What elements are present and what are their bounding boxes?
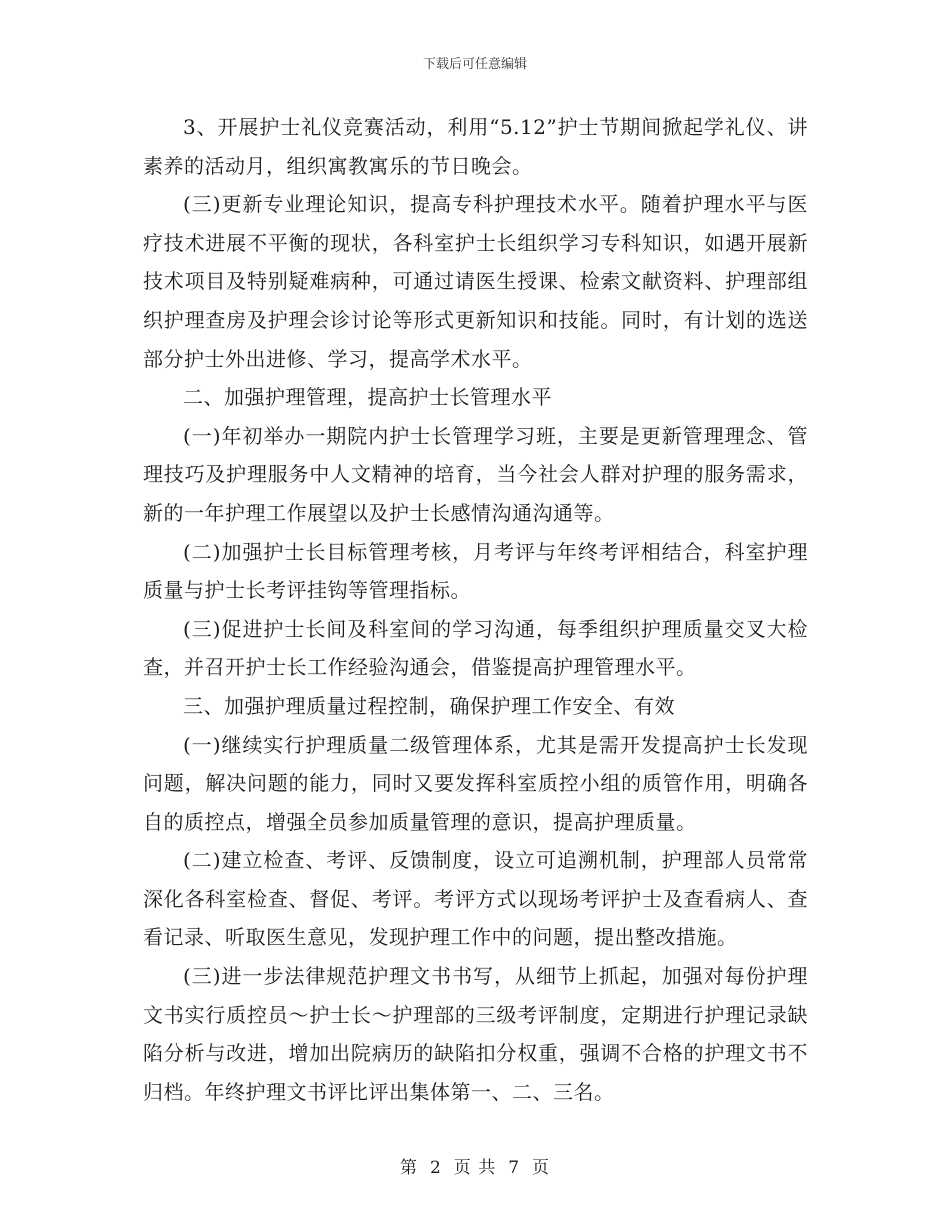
paragraph-training-class: (一)年初举办一期院内护士长管理学习班，主要是更新管理理念、管理技巧及护理服务中人文精神的培育，当今社会人群对护理的服务需求，新的一年护理工作展望以及护士长感情沟通沟通等。 — [143, 423, 808, 525]
page-suffix: 页 — [532, 1158, 551, 1178]
paragraph-two-level-system: (一)继续实行护理质量二级管理体系，尤其是需开发提高护士长发现问题，解决问题的能力，同时又要发挥科室质控小组的质管作用，明确各自的质控点，增强全员参加质量管理的意识，提高护理质量。 — [143, 732, 808, 834]
page-prefix: 第 — [399, 1158, 418, 1178]
paragraph-nursing-documents: (三)进一步法律规范护理文书书写，从细节上抓起，加强对每份护理文书实行质控员～护士长～护理部的三级考评制度，定期进行护理记录缺陷分析与改进，增加出院病历的缺陷扣分权重，强调不合格的护理文书不归档。年终护理文书评比评出集体第一、二、三名。 — [143, 964, 808, 1104]
page-footer — [0, 1153, 950, 1178]
paragraph-update-knowledge: (三)更新专业理论知识，提高专科护理技术水平。随着护理水平与医疗技术进展不平衡的现状，各科室护士长组织学习专科知识，如遇开展新技术项目及特别疑难病种，可通过请医生授课、检索文献资料、护理部组织护理查房及护理会诊讨论等形式更新知识和技能。同时，有计划的选送部分护士外出进修、学习，提高学术水平。 — [143, 192, 808, 371]
section-heading-management: 二、加强护理管理，提高护士长管理水平 — [183, 385, 552, 410]
paragraph-communication: (三)促进护士长间及科室间的学习沟通，每季组织护理质量交叉大检查，并召开护士长工作经验沟通会，借鉴提高护理管理水平。 — [143, 616, 808, 680]
current-page-number: 2 — [429, 1158, 442, 1178]
paragraph-inspection-system: (二)建立检查、考评、反馈制度，设立可追溯机制，护理部人员常常深化各科室检查、督促、考评。考评方式以现场考评护士及查看病人、查看记录、听取医生意见，发现护理工作中的问题，提出整改措施。 — [143, 848, 808, 950]
document-body — [143, 108, 808, 1111]
header-note: 下载后可任意编辑 — [422, 57, 527, 72]
paragraph-target-assessment: (二)加强护士长目标管理考核，月考评与年终考评相结合，科室护理质量与护士长考评挂钩等管理指标。 — [143, 539, 808, 603]
total-pages-number: 7 — [508, 1158, 521, 1178]
paragraph-etiquette-contest: 3、开展护士礼仪竞赛活动，利用“5.12”护士节期间掀起学礼仪、讲素养的活动月，组织寓教寓乐的节日晚会。 — [143, 115, 808, 178]
page-mid-text: 页 共 — [453, 1158, 497, 1178]
section-heading-quality-control: 三、加强护理质量过程控制，确保护理工作安全、有效 — [183, 693, 675, 718]
